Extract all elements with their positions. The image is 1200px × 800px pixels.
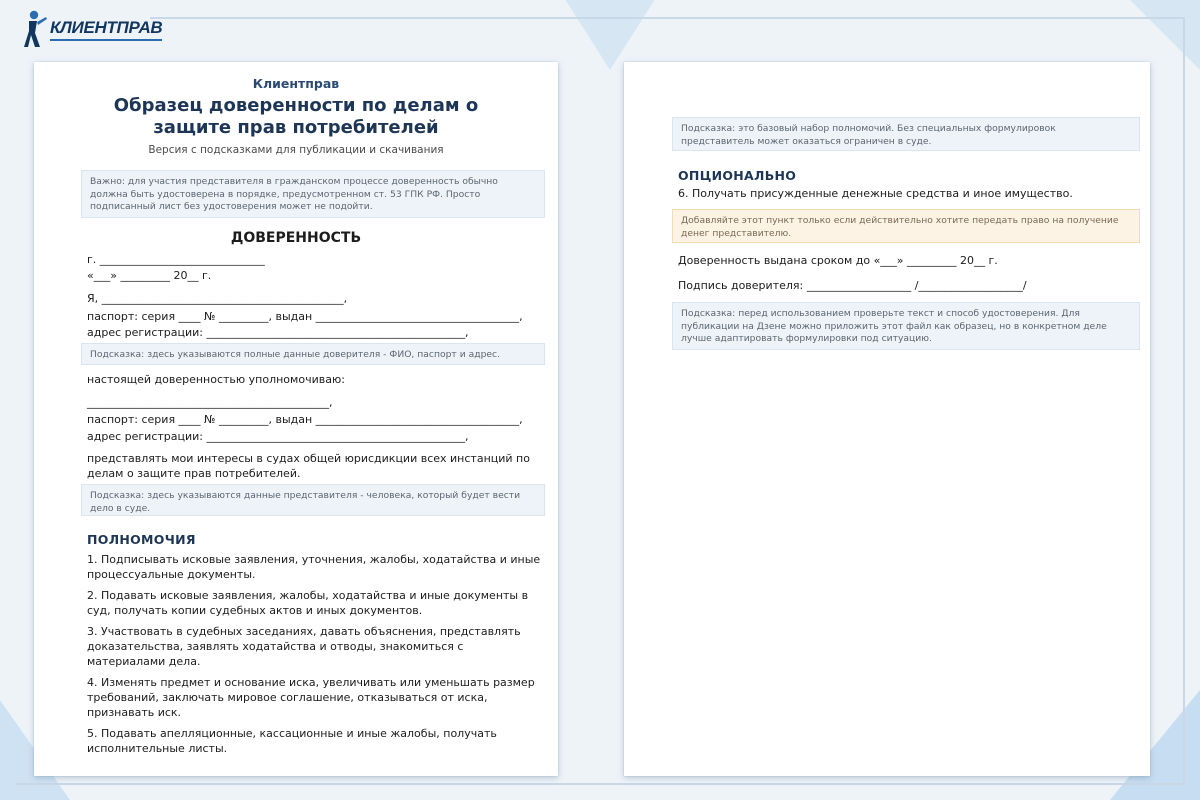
hint-representative: Подсказка: здесь указываются данные представителя - человека, который будет вести дело в суде. — [81, 484, 545, 516]
optional-item: 6. Получать присужденные денежные средства и иное имущество. — [678, 187, 1073, 200]
logo-figure-icon — [22, 9, 48, 49]
frame-line — [150, 17, 1185, 19]
page-subtitle: Версия с подсказками для публикации и скачивания — [148, 144, 444, 156]
city-field: г. ______________________________ — [87, 253, 265, 266]
representative-address-field: адрес регистрации: _______________________________________________, — [87, 430, 469, 443]
hint-principal: Подсказка: здесь указываются полные данные доверителя - ФИО, паспорт и адрес. — [81, 343, 545, 365]
principal-name-field: Я, ____________________________________________, — [87, 292, 348, 305]
authorize-text: настоящей доверенностью уполномочиваю: — [87, 373, 345, 386]
page-title: Образец доверенности по делам о защите прав потребителей — [113, 95, 479, 138]
optional-heading: ОПЦИОНАЛЬНО — [678, 168, 797, 183]
document-page-right — [624, 62, 1150, 776]
background-triangle — [540, 0, 680, 70]
brand-label: Клиентправ — [252, 76, 340, 91]
date-field: «___» _________ 20__ г. — [87, 269, 212, 282]
frame-line — [1183, 17, 1185, 785]
power-item: 5. Подавать апелляционные, кассационные и иные жалобы, получать исполнительные листы. — [87, 727, 497, 755]
principal-passport-field: паспорт: серия ____ № _________, выдан _____________________________________, — [87, 310, 523, 323]
document-page-left — [34, 62, 558, 776]
power-item: 1. Подписывать исковые заявления, уточнения, жалобы, ходатайства и иные процессуальные документы. — [87, 553, 541, 581]
hint-money: Добавляйте этот пункт только если действительно хотите передать право на получение денег представителю. — [672, 209, 1140, 243]
hint-basic-powers: Подсказка: это базовый набор полномочий. Без специальных формулировок представитель может оказаться ограничен в суде. — [672, 117, 1140, 151]
represent-text: представлять мои интересы в судах общей юрисдикции всех инстанций по делам о защите прав потребителей. — [87, 452, 530, 480]
logo — [22, 8, 162, 50]
power-item: 4. Изменять предмет и основание иска, увеличивать или уменьшать размер требований, заключать мировое соглашение, отказываться от иска, признавать иск. — [87, 676, 535, 719]
term-field: Доверенность выдана сроком до «___» _________ 20__ г. — [678, 254, 998, 267]
signature-field: Подпись доверителя: ___________________ /___________________/ — [678, 279, 1027, 292]
power-item: 3. Участвовать в судебных заседаниях, давать объяснения, представлять доказательства, заявлять ходатайства и отводы, знакомиться с материалами дела. — [87, 625, 521, 668]
principal-address-field: адрес регистрации: _______________________________________________, — [87, 326, 469, 339]
background-triangle — [1130, 0, 1200, 70]
power-item: 2. Подавать исковые заявления, жалобы, ходатайства и иные документы в суд, получать копии судебных актов и иных документов. — [87, 589, 529, 617]
logo-text: КЛИЕНТПРАВ — [50, 18, 162, 41]
representative-name-field: ____________________________________________, — [87, 396, 333, 409]
representative-passport-field: паспорт: серия ____ № _________, выдан _____________________________________, — [87, 413, 523, 426]
frame-line — [16, 783, 1184, 785]
important-note: Важно: для участия представителя в гражданском процессе доверенность обычно должна быть удостоверена в порядке, предусмотренном ст. 53 ГПК РФ. Просто подписанный лист без удостоверения может не подойти. — [81, 170, 545, 218]
powers-heading: ПОЛНОМОЧИЯ — [87, 532, 196, 547]
document-heading: ДОВЕРЕННОСТЬ — [230, 230, 362, 246]
hint-final: Подсказка: перед использованием проверьте текст и способ удостоверения. Для публикации на Дзене можно приложить этот файл как образец, но в конкретном деле лучше адаптировать формулировки под ситуацию. — [672, 302, 1140, 350]
